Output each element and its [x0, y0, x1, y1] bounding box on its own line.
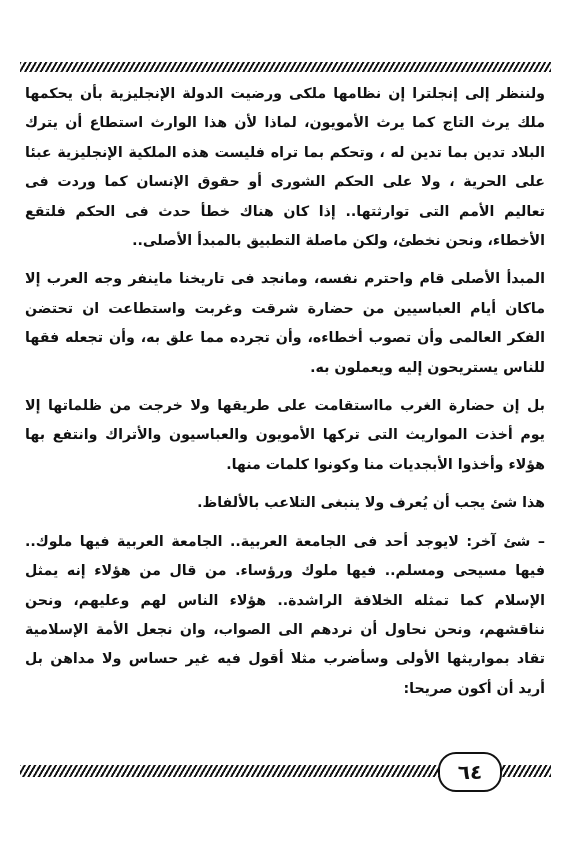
bottom-hatched-rule-left — [20, 765, 440, 777]
paragraph: – شئ آخر: لايوجد أحد فى الجامعة العربية.. الجامعة العربية فيها ملوك.. فيها مسيحى ومسلم.. فيها ملوك ورؤساء. من قال من هؤلاء إنه يمثل الإسلام كما تمثله الخلافة الراشدة.. هؤلاء الناس لهم وعليهم، ونحن نناقشهم، ونحن نحاول أن نردهم الى الصواب، وان نجعل الأمة الإسلامية تقاد بمواريثها الأولى وسأضرب مثلا أقول فيه غير حساس ولا مداهن بل أريد أن أكون صريحا: — [25, 533, 545, 697]
paragraph: ولننظر إلى إنجلترا إن نظامها ملكى ورضيت الدولة الإنجليزية بأن يحكمها ملك يرث التاج كما يرث الأمويون، لماذا لأن هذا الوارث استطاع أن يترك البلاد تدين بما تدين له ، وتحكم بما تراه فليست هذه الملكية الإنجليزية عبئا على الحرية ، ولا على الحكم الشورى أو حقوق الإنسان كما وردت فى تعاليم الأمم التى توارثتها.. إذا كان هناك خطأ حدث فى الحكم فلتقع الأخطاء، ونحن نخطئ، ولكن ماصلة التطبيق بالمبدأ الأصلى.. — [25, 86, 545, 250]
paragraph-gap — [25, 385, 545, 386]
top-hatched-rule — [20, 62, 551, 72]
page-number: ٦٤ — [438, 752, 502, 792]
paragraph: المبدأ الأصلى قام واحترم نفسه، ومانجد فى تاريخنا ماينفر وجه العرب إلا ماكان أيام العباسيين من حضارة شرقت وغربت واستطاعت ان تحتضن الفكر العالمى وأن تصوب أخطاءه، وأن تجرده مما علق به، وأن تجعله فقها للناس يستريحون إليه ويعملون به. — [25, 271, 545, 376]
paragraph-gap — [25, 521, 545, 522]
paragraph-gap — [25, 482, 545, 483]
paragraph-gap — [25, 258, 545, 259]
page-body — [25, 80, 545, 704]
paragraph: هذا شئ يجب أن يُعرف ولا ينبغى التلاعب بالألفاظ. — [197, 495, 545, 512]
bottom-hatched-rule-right — [500, 765, 551, 777]
paragraph: بل إن حضارة الغرب مااستقامت على طريقها ولا خرجت من ظلماتها إلا يوم أخذت المواريث التى تركها الأمويون والعباسيون والأتراك وانتفع بها هؤلاء وأخذوا الأبجديات منا وكونوا كلمات منها. — [25, 398, 545, 473]
